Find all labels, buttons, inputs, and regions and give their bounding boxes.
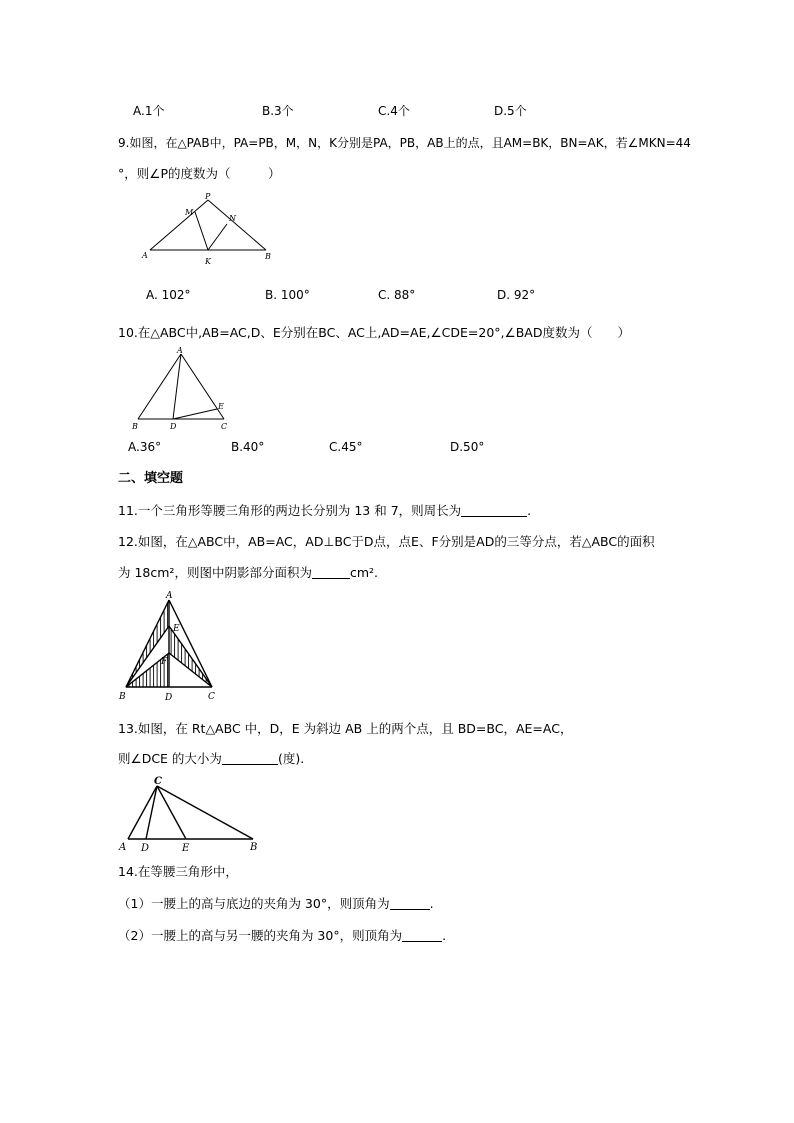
q14-sub2-answer-blank[interactable] — [402, 929, 442, 942]
q9-label-m: M — [185, 208, 194, 217]
q10-option-a: A.36° — [128, 440, 162, 454]
q11-answer-blank[interactable] — [461, 504, 527, 517]
q12-text-line2 — [118, 565, 378, 581]
q9-option-d: D. 92° — [497, 288, 536, 302]
q12-label-e: E — [173, 624, 180, 634]
q12-text-line1: 12.如图，在△ABC中，AB=AC，AD⊥BC于D点，点E、F分别是AD的三等分点，若△ABC的面积 — [118, 534, 655, 549]
section-title-fill-in: 二、填空题 — [118, 471, 184, 486]
q11-end: . — [527, 503, 532, 518]
q9-label-k: K — [205, 257, 211, 266]
q14-sub1-end: . — [429, 896, 434, 911]
q9-figure — [138, 190, 298, 270]
q13-end: (度). — [277, 751, 305, 766]
q10-option-b: B.40° — [231, 440, 265, 454]
q12-figure — [118, 588, 228, 703]
q13-label-c: C — [154, 776, 162, 787]
q13-text-line2 — [118, 751, 304, 767]
q9-text-line2: °，则∠P的度数为（ ） — [118, 166, 281, 181]
q9-label-p: P — [205, 192, 211, 201]
q12-label-f: F — [161, 657, 168, 667]
q10-label-e: E — [218, 402, 224, 411]
q12-answer-blank[interactable] — [312, 566, 350, 579]
q12-question: 为 18cm²，则图中阴影部分面积为 — [118, 565, 312, 580]
q12-label-b: B — [119, 692, 126, 702]
q9-text-line1: 9.如图，在△PAB中，PA=PB，M，N，K分别是PA，PB，AB上的点，且AM=BK，BN=AK，若∠MKN=44 — [118, 136, 691, 150]
q13-label-b: B — [250, 842, 258, 853]
q10-option-c: C.45° — [329, 440, 363, 454]
q12-unit: cm². — [349, 565, 378, 580]
q9-label-n: N — [229, 214, 236, 223]
q9-option-b: B. 100° — [265, 288, 310, 302]
q13-label-d: D — [141, 843, 150, 854]
q8-option-b: B.3个 — [262, 104, 294, 118]
q13-label-e: E — [182, 843, 190, 854]
q10-text-line1: 10.在△ABC中,AB=AC,D、E分别在BC、AC上,AD=AE,∠CDE=20°,∠BAD度数为（ ） — [118, 325, 630, 340]
q8-option-a: A.1个 — [133, 104, 165, 118]
q9-option-a: A. 102° — [146, 288, 191, 302]
q9-option-c: C. 88° — [378, 288, 416, 302]
q8-option-d: D.5个 — [494, 104, 527, 118]
q13-text-line1: 13.如图，在 Rt△ABC 中，D，E 为斜边 AB 上的两个点，且 BD=BC，AE=AC， — [118, 721, 573, 736]
q14-sub1-question: （1）一腰上的高与底边的夹角为 30°，则顶角为 — [118, 896, 390, 911]
q13-question: 则∠DCE 的大小为 — [118, 751, 222, 766]
q8-option-c: C.4个 — [378, 104, 410, 118]
q12-label-c: C — [208, 692, 215, 702]
q14-sub1 — [118, 896, 434, 912]
q13-answer-blank[interactable] — [222, 752, 278, 765]
q9-label-a: A — [142, 251, 148, 260]
q12-label-a: A — [166, 591, 173, 601]
q10-label-a: A — [177, 346, 183, 355]
q11-text — [118, 503, 531, 519]
q11-question: 11.一个三角形等腰三角形的两边长分别为 13 和 7，则周长为 — [118, 503, 462, 518]
q12-label-d: D — [165, 693, 173, 703]
q10-figure — [128, 345, 238, 430]
q13-figure — [116, 773, 266, 853]
q13-label-a: A — [119, 842, 127, 853]
q14-sub1-answer-blank[interactable] — [390, 897, 430, 910]
q14-sub2 — [118, 928, 446, 944]
q10-option-d: D.50° — [450, 440, 485, 454]
q10-label-d: D — [170, 422, 177, 431]
q14-sub2-question: （2）一腰上的高与另一腰的夹角为 30°，则顶角为 — [118, 928, 403, 943]
q10-label-b: B — [132, 422, 138, 431]
q14-text-line1: 14.在等腰三角形中， — [118, 864, 238, 879]
q10-label-c: C — [221, 422, 228, 431]
q14-sub2-end: . — [442, 928, 447, 943]
q9-label-b: B — [265, 252, 271, 261]
